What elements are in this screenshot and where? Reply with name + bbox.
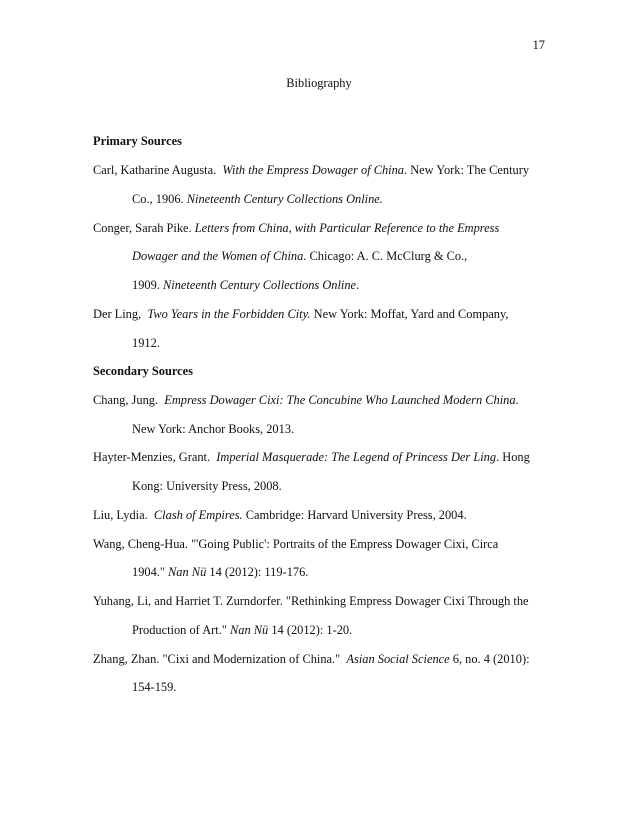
citation-yuhang-line2: Production of Art." Nan Nü 14 (2012): 1-20. <box>132 623 353 637</box>
citation-hayter-line1: Hayter-Menzies, Grant. Imperial Masquerade: The Legend of Princess Der Ling. Hong <box>93 450 530 464</box>
citation-wang-line2: 1904." Nan Nü 14 (2012): 119-176. <box>132 565 309 579</box>
citation-zhang-line1: Zhang, Zhan. "Cixi and Modernization of China." Asian Social Science 6, no. 4 (2010): <box>93 652 530 666</box>
citation-chang-line1: Chang, Jung. Empress Dowager Cixi: The Concubine Who Launched Modern China. <box>93 393 519 407</box>
citation-derling-line1: Der Ling, Two Years in the Forbidden City. New York: Moffat, Yard and Company, <box>93 307 509 321</box>
page-title: Bibliography <box>286 76 352 90</box>
citation-zhang-line2: 154-159. <box>132 680 177 694</box>
primary-sources-heading: Primary Sources <box>93 134 182 148</box>
citation-yuhang-line1: Yuhang, Li, and Harriet T. Zurndorfer. "Rethinking Empress Dowager Cixi Through the <box>93 594 529 608</box>
citation-wang-line1: Wang, Cheng-Hua. "'Going Public': Portraits of the Empress Dowager Cixi, Circa <box>93 537 499 551</box>
citation-hayter-line2: Kong: University Press, 2008. <box>132 479 282 493</box>
citation-conger-line2: Dowager and the Women of China. Chicago: A. C. McClurg & Co., <box>132 249 468 263</box>
secondary-sources-heading: Secondary Sources <box>93 364 193 378</box>
citation-carl-line2: Co., 1906. Nineteenth Century Collections Online. <box>132 192 383 206</box>
citation-derling-line2: 1912. <box>132 336 160 350</box>
citation-chang-line2: New York: Anchor Books, 2013. <box>132 422 295 436</box>
citation-conger-line1: Conger, Sarah Pike. Letters from China, with Particular Reference to the Empress <box>93 221 500 235</box>
citation-carl-line1: Carl, Katharine Augusta. With the Empress Dowager of China. New York: The Century <box>93 163 530 177</box>
citation-conger-line3: 1909. Nineteenth Century Collections Online. <box>132 278 360 292</box>
citation-liu-line1: Liu, Lydia. Clash of Empires. Cambridge: Harvard University Press, 2004. <box>93 508 467 522</box>
page-number: 17 <box>532 38 545 52</box>
